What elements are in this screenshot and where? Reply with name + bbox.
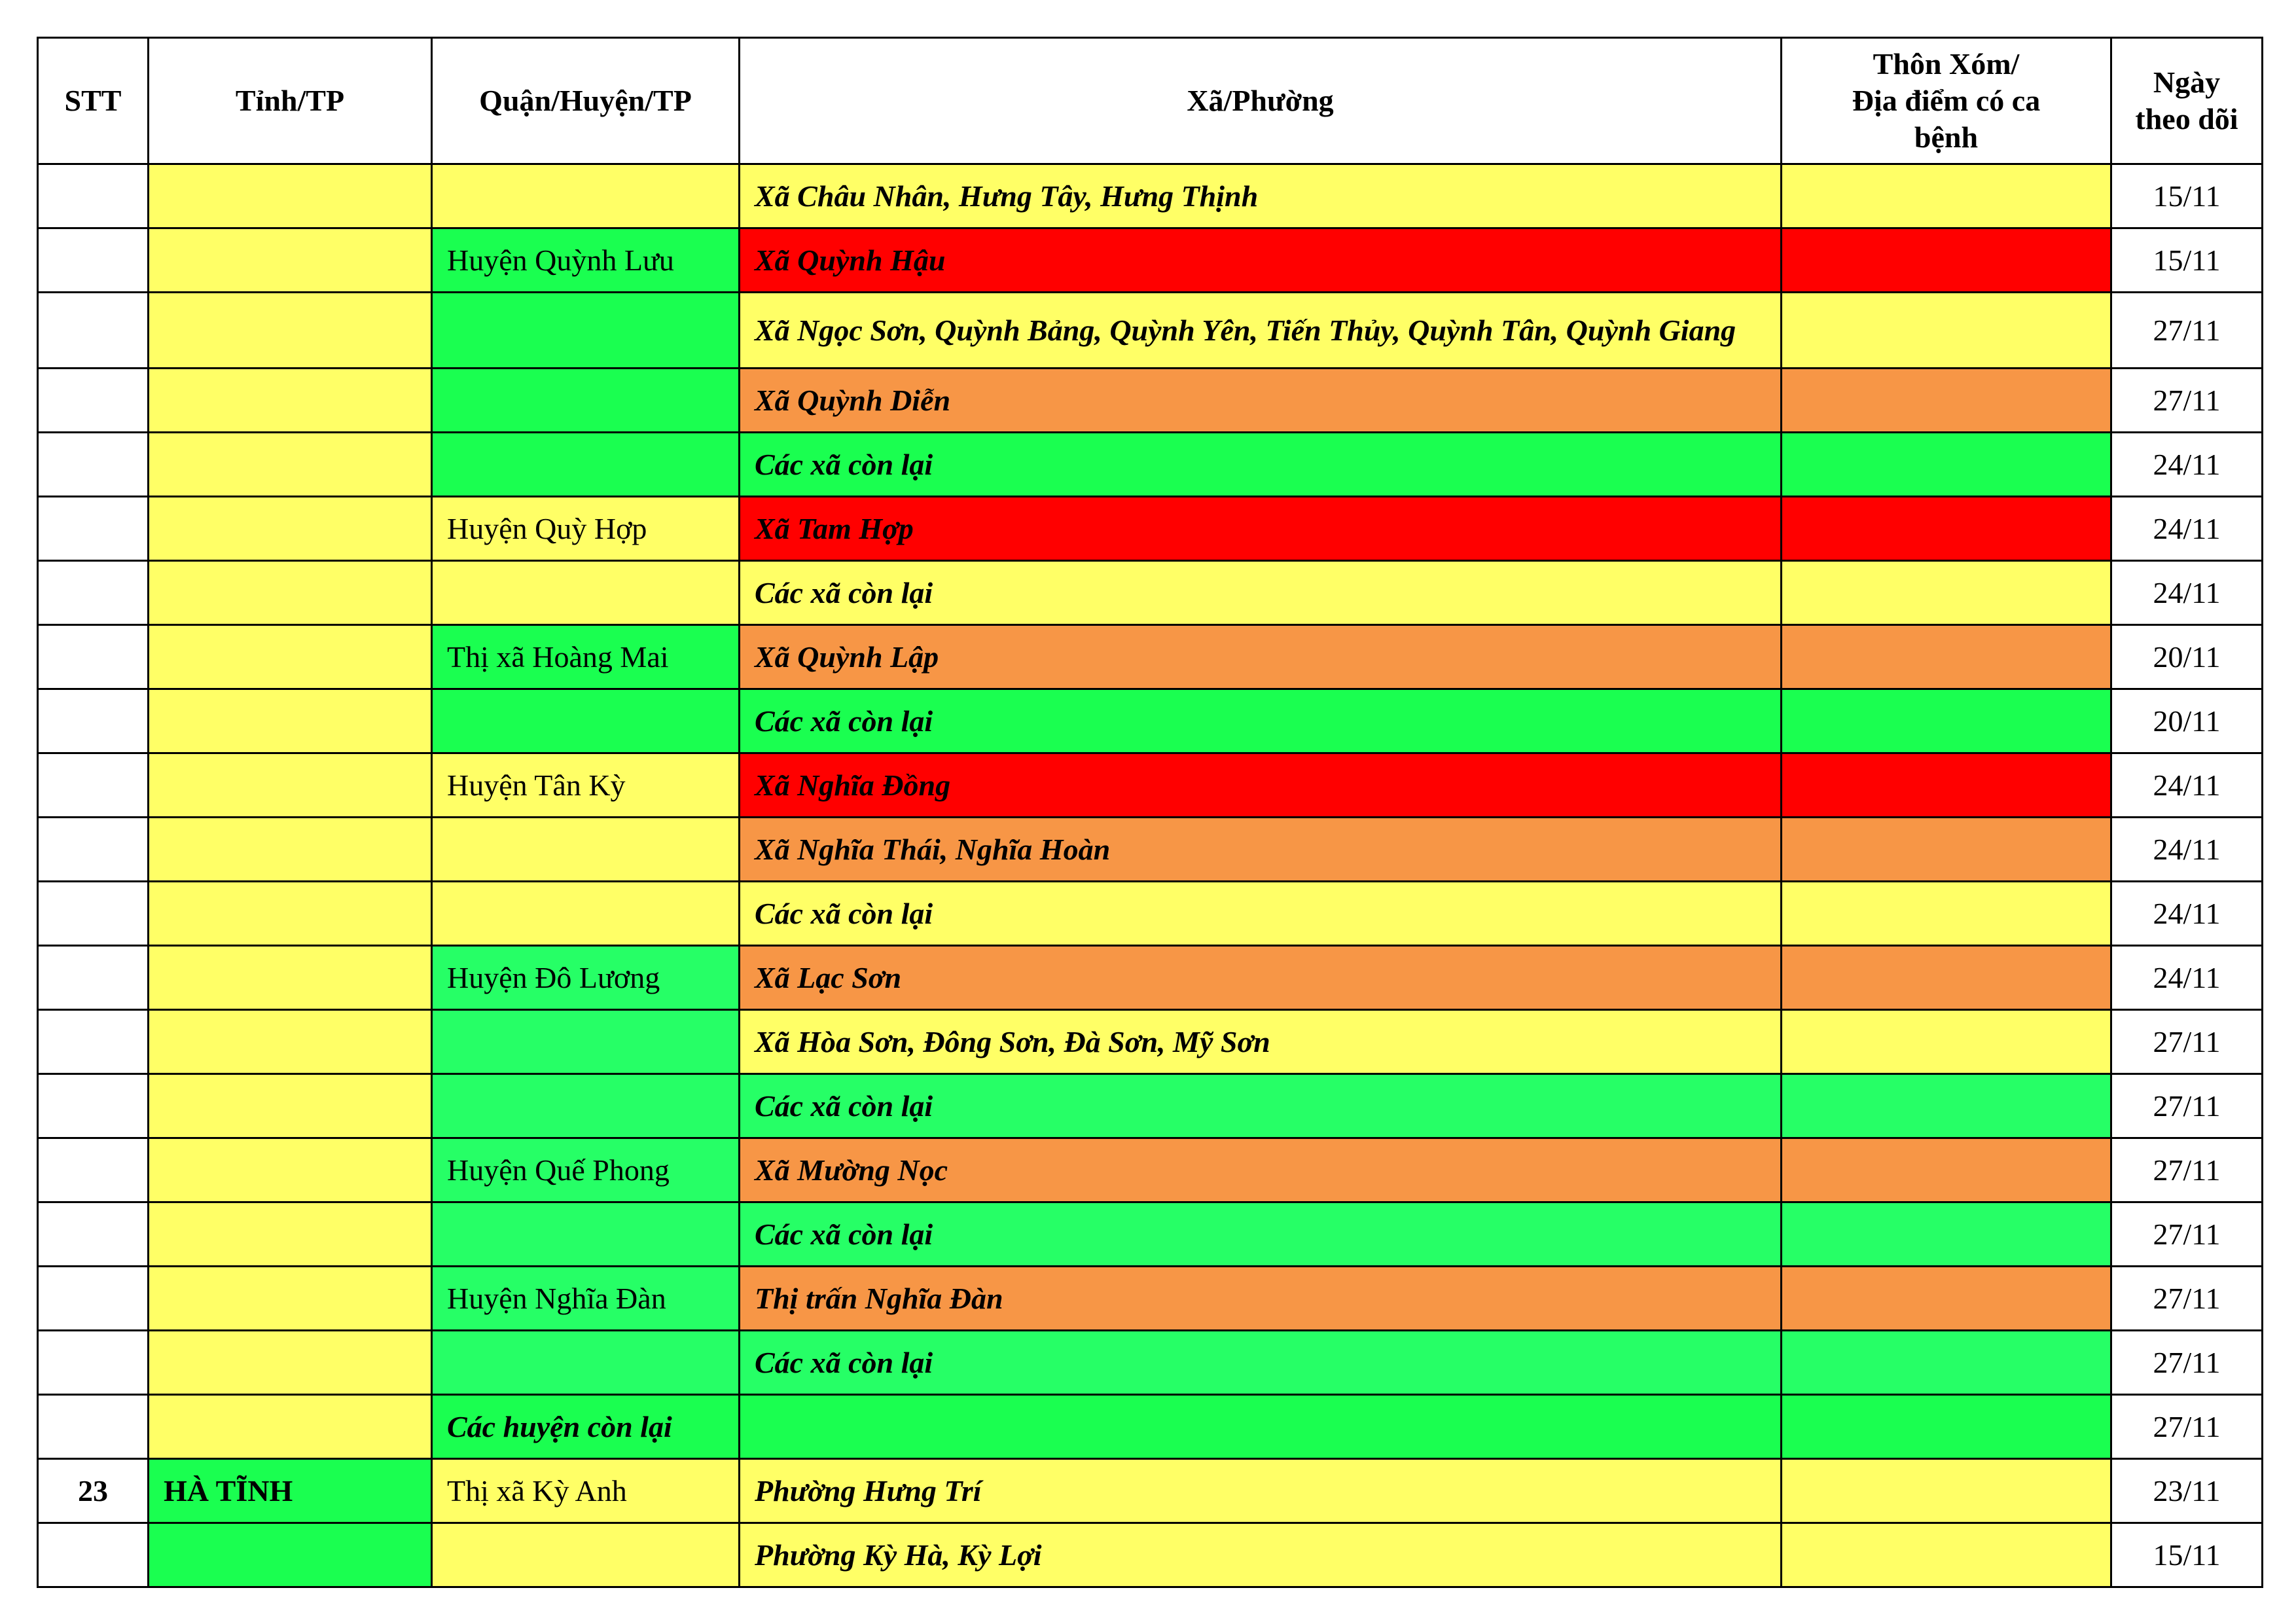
- cell-ngay: 15/11: [2111, 228, 2263, 293]
- table-row: [38, 625, 2263, 689]
- cell-xa: Xã Tam Hợp: [740, 497, 1782, 561]
- cell-quan: [432, 1074, 740, 1138]
- cell-tinh: [149, 293, 432, 369]
- cell-tinh: [149, 946, 432, 1010]
- cell-quan: [432, 1010, 740, 1074]
- cell-quan: [432, 369, 740, 433]
- table-row: [38, 1202, 2263, 1267]
- cell-ngay: 27/11: [2111, 293, 2263, 369]
- cell-tinh: [149, 561, 432, 625]
- cell-ngay: 27/11: [2111, 369, 2263, 433]
- table-row: [38, 1523, 2263, 1587]
- cell-tinh: [149, 1331, 432, 1395]
- cell-tinh: [149, 1395, 432, 1459]
- cell-quan: Huyện Quỳ Hợp: [432, 497, 740, 561]
- table-row: [38, 1459, 2263, 1523]
- cell-ngay: 27/11: [2111, 1138, 2263, 1202]
- cell-stt: [38, 1138, 149, 1202]
- cell-ngay: 23/11: [2111, 1459, 2263, 1523]
- cell-quan: [432, 1523, 740, 1587]
- cell-xa: Xã Nghĩa Đồng: [740, 753, 1782, 818]
- table-row: [38, 1138, 2263, 1202]
- cell-stt: [38, 433, 149, 497]
- cell-thon: [1782, 946, 2111, 1010]
- table-row: [38, 369, 2263, 433]
- header-ngay-line1: Ngày: [2153, 65, 2221, 99]
- cell-xa: Các xã còn lại: [740, 433, 1782, 497]
- cell-quan: [432, 561, 740, 625]
- cell-thon: [1782, 1331, 2111, 1395]
- header-thon-line3: bệnh: [1914, 120, 1979, 154]
- table-row: [38, 164, 2263, 228]
- header-tinh: Tỉnh/TP: [149, 38, 432, 164]
- cell-thon: [1782, 818, 2111, 882]
- cell-thon: [1782, 1010, 2111, 1074]
- header-stt: STT: [38, 38, 149, 164]
- cell-thon: [1782, 228, 2111, 293]
- cell-tinh: [149, 818, 432, 882]
- cell-ngay: 24/11: [2111, 497, 2263, 561]
- cell-stt: [38, 1267, 149, 1331]
- cell-stt: [38, 497, 149, 561]
- cell-thon: [1782, 561, 2111, 625]
- cell-quan: Huyện Quỳnh Lưu: [432, 228, 740, 293]
- cell-tinh: [149, 1010, 432, 1074]
- cell-xa: Xã Châu Nhân, Hưng Tây, Hưng Thịnh: [740, 164, 1782, 228]
- cell-tinh: [149, 369, 432, 433]
- cell-stt: [38, 1010, 149, 1074]
- cell-quan: [432, 882, 740, 946]
- cell-xa: Các xã còn lại: [740, 882, 1782, 946]
- cell-stt: [38, 561, 149, 625]
- table-row: [38, 561, 2263, 625]
- cell-stt: [38, 369, 149, 433]
- table-row: [38, 1331, 2263, 1395]
- cell-xa: Xã Hòa Sơn, Đông Sơn, Đà Sơn, Mỹ Sơn: [740, 1010, 1782, 1074]
- cell-xa: Phường Hưng Trí: [740, 1459, 1782, 1523]
- cell-stt: [38, 1395, 149, 1459]
- cell-quan: Thị xã Kỳ Anh: [432, 1459, 740, 1523]
- cell-ngay: 24/11: [2111, 818, 2263, 882]
- cell-xa: Xã Nghĩa Thái, Nghĩa Hoàn: [740, 818, 1782, 882]
- cell-stt: [38, 753, 149, 818]
- cell-xa: Thị trấn Nghĩa Đàn: [740, 1267, 1782, 1331]
- cell-thon: [1782, 1523, 2111, 1587]
- cell-xa: Xã Lạc Sơn: [740, 946, 1782, 1010]
- table-row: [38, 753, 2263, 818]
- cell-thon: [1782, 293, 2111, 369]
- cell-xa: Xã Ngọc Sơn, Quỳnh Bảng, Quỳnh Yên, Tiến Thủy, Quỳnh Tân, Quỳnh Giang: [740, 293, 1782, 369]
- cell-quan: [432, 689, 740, 753]
- table-row: [38, 818, 2263, 882]
- cell-stt: [38, 293, 149, 369]
- cell-ngay: 24/11: [2111, 882, 2263, 946]
- cell-stt: [38, 625, 149, 689]
- table-row: [38, 1267, 2263, 1331]
- cell-xa: Các xã còn lại: [740, 689, 1782, 753]
- cell-quan: [432, 1202, 740, 1267]
- cell-stt: [38, 1074, 149, 1138]
- cell-tinh: [149, 1523, 432, 1587]
- cell-stt: [38, 1523, 149, 1587]
- header-thon-line2: Địa điểm có ca: [1852, 84, 2041, 117]
- cell-xa: Các xã còn lại: [740, 1202, 1782, 1267]
- cell-stt: [38, 882, 149, 946]
- cell-ngay: 15/11: [2111, 1523, 2263, 1587]
- cell-quan: Huyện Tân Kỳ: [432, 753, 740, 818]
- cell-tinh: [149, 228, 432, 293]
- cell-stt: [38, 818, 149, 882]
- header-ngay-line2: theo dõi: [2135, 102, 2238, 135]
- cell-stt: [38, 228, 149, 293]
- cell-xa: Các xã còn lại: [740, 1074, 1782, 1138]
- cell-tinh: [149, 1202, 432, 1267]
- cell-quan: [432, 1331, 740, 1395]
- cell-quan: [432, 433, 740, 497]
- table-row: [38, 228, 2263, 293]
- table-row: [38, 882, 2263, 946]
- cell-tinh: [149, 1138, 432, 1202]
- header-quan: Quận/Huyện/TP: [432, 38, 740, 164]
- cell-thon: [1782, 433, 2111, 497]
- cell-stt: [38, 1202, 149, 1267]
- cell-ngay: 20/11: [2111, 689, 2263, 753]
- cell-quan: [432, 164, 740, 228]
- header-thon: [1782, 38, 2111, 164]
- cell-thon: [1782, 1074, 2111, 1138]
- header-xa: Xã/Phường: [740, 38, 1782, 164]
- cell-xa: Các xã còn lại: [740, 1331, 1782, 1395]
- cell-stt: 23: [38, 1459, 149, 1523]
- cell-thon: [1782, 1459, 2111, 1523]
- table-row: [38, 433, 2263, 497]
- cell-stt: [38, 946, 149, 1010]
- cell-ngay: 27/11: [2111, 1267, 2263, 1331]
- cell-ngay: 24/11: [2111, 561, 2263, 625]
- cell-quan: [432, 293, 740, 369]
- cell-tinh: [149, 689, 432, 753]
- cell-thon: [1782, 164, 2111, 228]
- cell-stt: [38, 689, 149, 753]
- cell-ngay: 15/11: [2111, 164, 2263, 228]
- table-row: [38, 1010, 2263, 1074]
- cell-thon: [1782, 1395, 2111, 1459]
- table-row: [38, 293, 2263, 369]
- covid-zone-table: [37, 37, 2263, 1588]
- cell-quan: Các huyện còn lại: [432, 1395, 740, 1459]
- cell-thon: [1782, 1138, 2111, 1202]
- cell-xa: Xã Quỳnh Lập: [740, 625, 1782, 689]
- cell-ngay: 24/11: [2111, 753, 2263, 818]
- cell-ngay: 27/11: [2111, 1331, 2263, 1395]
- cell-thon: [1782, 497, 2111, 561]
- cell-tinh: [149, 497, 432, 561]
- cell-thon: [1782, 625, 2111, 689]
- cell-stt: [38, 164, 149, 228]
- cell-ngay: 27/11: [2111, 1074, 2263, 1138]
- table-row: [38, 946, 2263, 1010]
- cell-tinh: [149, 882, 432, 946]
- header-thon-line1: Thôn Xóm/: [1873, 47, 2020, 81]
- cell-tinh: [149, 1074, 432, 1138]
- cell-xa: Xã Quỳnh Diễn: [740, 369, 1782, 433]
- cell-ngay: 27/11: [2111, 1010, 2263, 1074]
- cell-ngay: 27/11: [2111, 1395, 2263, 1459]
- cell-ngay: 24/11: [2111, 946, 2263, 1010]
- cell-quan: Huyện Quế Phong: [432, 1138, 740, 1202]
- table-row: [38, 1074, 2263, 1138]
- cell-thon: [1782, 882, 2111, 946]
- table-row: [38, 497, 2263, 561]
- cell-ngay: 24/11: [2111, 433, 2263, 497]
- cell-tinh: HÀ TĨNH: [149, 1459, 432, 1523]
- cell-quan: Huyện Nghĩa Đàn: [432, 1267, 740, 1331]
- cell-ngay: 20/11: [2111, 625, 2263, 689]
- cell-xa: Xã Mường Nọc: [740, 1138, 1782, 1202]
- cell-tinh: [149, 625, 432, 689]
- cell-quan: Huyện Đô Lương: [432, 946, 740, 1010]
- cell-tinh: [149, 164, 432, 228]
- cell-quan: [432, 818, 740, 882]
- cell-xa: Xã Quỳnh Hậu: [740, 228, 1782, 293]
- header-row: [38, 38, 2263, 164]
- cell-tinh: [149, 1267, 432, 1331]
- table-row: [38, 689, 2263, 753]
- cell-stt: [38, 1331, 149, 1395]
- cell-xa: Phường Kỳ Hà, Kỳ Lợi: [740, 1523, 1782, 1587]
- cell-quan: Thị xã Hoàng Mai: [432, 625, 740, 689]
- cell-thon: [1782, 1202, 2111, 1267]
- cell-xa: Các xã còn lại: [740, 561, 1782, 625]
- cell-thon: [1782, 1267, 2111, 1331]
- cell-tinh: [149, 753, 432, 818]
- cell-ngay: 27/11: [2111, 1202, 2263, 1267]
- cell-thon: [1782, 689, 2111, 753]
- cell-tinh: [149, 433, 432, 497]
- cell-thon: [1782, 753, 2111, 818]
- cell-xa: [740, 1395, 1782, 1459]
- cell-thon: [1782, 369, 2111, 433]
- header-ngay: [2111, 38, 2263, 164]
- table-row: [38, 1395, 2263, 1459]
